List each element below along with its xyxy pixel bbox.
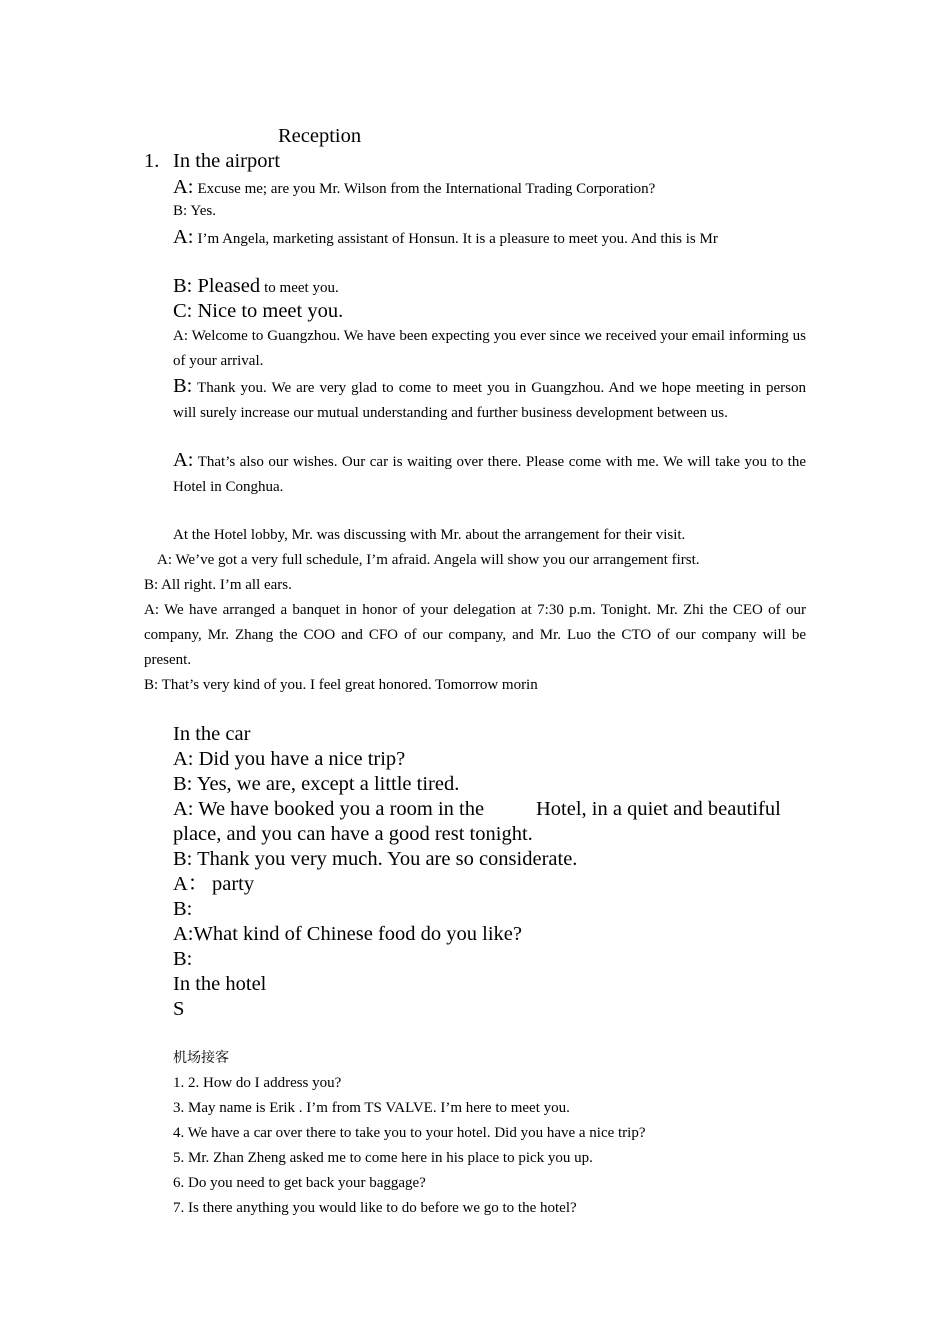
section-heading-hotel: In the hotel [173,973,267,995]
speaker-label: A: [173,449,194,471]
dialogue-text: I’m Angela, marketing assistant of Honsun. It is a pleasure to meet you. And this is Mr [197,231,718,247]
dialogue-line [173,225,718,252]
dialogue-line: A： [173,873,209,895]
dialogue-line [173,274,339,301]
narration-line: At the Hotel lobby, Mr. was discussing with Mr. about the arrangement for their visit. [173,527,686,543]
list-item: 6. Do you need to get back your baggage? [173,1175,426,1191]
list-item: 7. Is there anything you would like to do before we go to the hotel? [173,1200,577,1216]
section-heading-pickup: 机场接客 [173,1050,229,1066]
dialogue-line: B: That’s very kind of you. I feel great honored. Tomorrow morin [144,677,538,693]
dialogue-line: B: [173,948,193,970]
dialogue-line: A:What kind of Chinese food do you like? [173,923,523,945]
dialogue-line: S [173,998,185,1020]
dialogue-text: Thank you. We are very glad to come to meet you in Guangzhou. And we hope meeting in person will surely increase our mutual understanding and further business development between us. [173,380,806,421]
dialogue-line: B: [173,898,193,920]
dialogue-text: That’s also our wishes. Our car is waiting over there. Please come with me. We will take you to the Hotel in Conghua. [173,454,807,495]
speaker-label: A: [173,226,194,248]
speaker-label: B: [173,375,193,397]
list-item: 5. Mr. Zhan Zheng asked me to come here in his place to pick you up. [173,1150,593,1166]
section-heading-airport: In the airport [173,150,281,172]
section-number: 1. [144,150,160,172]
dialogue-line: A: We have booked you a room in the [173,798,485,820]
dialogue-text: party [212,873,255,895]
page-title: Reception [278,125,362,147]
section-heading-car: In the car [173,723,251,745]
dialogue-line: C: Nice to meet you. [173,300,344,322]
dialogue-line [173,175,655,202]
list-item: 3. May name is Erik . I’m from TS VALVE. I’m here to meet you. [173,1100,570,1116]
dialogue-line: B: All right. I’m all ears. [144,577,292,593]
dialogue-paragraph [173,374,806,425]
dialogue-line: B: Yes, we are, except a little tired. [173,773,460,795]
dialogue-line: A: We’ve got a very full schedule, I’m afraid. Angela will show you our arrangement first. [157,552,700,568]
dialogue-text: to meet you. [264,280,339,296]
speaker-label: A: [173,176,194,198]
list-item: 1. 2. How do I address you? [173,1075,342,1091]
dialogue-line: Hotel, in a quiet and beautiful [536,798,781,820]
dialogue-line: B: Yes. [173,203,216,219]
dialogue-paragraph: A: We have arranged a banquet in honor of your delegation at 7:30 p.m. Tonight. Mr. Zhi the CEO of our company, Mr. Zhang the COO and CFO of our company, and Mr. Luo the CTO of our company will be present. [144,602,806,668]
dialogue-line: A: Did you have a nice trip? [173,748,406,770]
dialogue-text-large: B: Pleased [173,275,261,297]
dialogue-text: Excuse me; are you Mr. Wilson from the International Trading Corporation? [197,181,656,197]
dialogue-paragraph: A: Welcome to Guangzhou. We have been expecting you ever since we received your email informing us of your arrival. [173,328,806,369]
dialogue-line: B: Thank you very much. You are so considerate. [173,848,578,870]
dialogue-line: place, and you can have a good rest tonight. [173,823,533,845]
list-item: 4. We have a car over there to take you to your hotel. Did you have a nice trip? [173,1125,646,1141]
dialogue-paragraph [173,448,806,499]
